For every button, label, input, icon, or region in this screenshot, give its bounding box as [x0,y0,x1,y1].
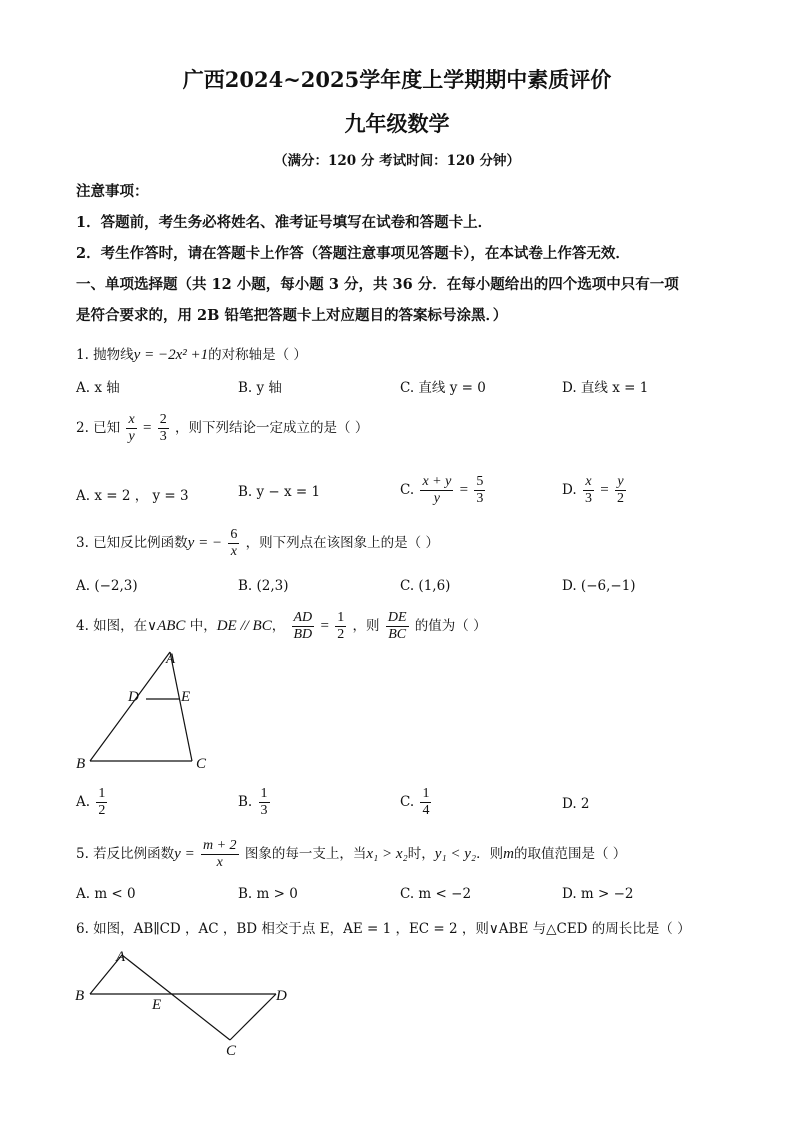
q4-side-ab [90,652,170,761]
q5-cond1: x₁ > x₂ [366,846,408,862]
q4-suffix: 的值为（ ） [414,618,487,634]
question-1 [76,343,307,364]
q4-option-c[interactable]: C. $\frac{1}{4}$ [400,786,430,818]
q3-option-d[interactable]: D. (−6,−1) [562,578,636,594]
q2-prefix: 2. 已知 [76,420,121,436]
q2-option-a[interactable]: A. x = 2 ， y = 3 [76,488,189,504]
score-time: （满分：120 分 考试时间：120 分钟） [274,153,520,169]
notes-item-2: 2．考生作答时，请在答题卡上作答（答题注意事项见答题卡），在本试卷上作答无效． [76,245,630,262]
q6-label-a: A [116,949,126,965]
q4-triangle: ABC [157,618,186,634]
q3-option-b[interactable]: B. (2,3) [238,578,289,594]
q1-prefix: 1. 抛物线 [76,347,134,363]
q5-cond2: y₁ < y₂ [434,846,477,862]
q4-label-b: B [76,756,86,772]
q5-prefix: 5. 若反比例函数 [76,846,175,862]
grade-subject: 九年级数学 [344,111,450,136]
q4-then: ，则 [352,618,380,634]
q4-equals: = [320,618,329,634]
notes-item-1: 1．答题前，考生务必将姓名、准考证号填写在试卷和答题卡上． [76,214,493,231]
q4-comma: ， [271,618,286,634]
q2-equals: = [142,420,152,436]
q4-side-ac [170,652,192,761]
q3-fraction: $\frac{6}{x}$ [230,527,238,559]
question-5 [76,838,626,871]
q4-parallel: DE // BC [216,618,272,634]
q4-prefix: 4. 如图，在∨ [76,618,158,634]
q4-text-in: 中， [185,618,217,634]
notes-heading: 注意事项： [76,183,149,200]
question-6: 6. 如图，AB∥CD ，AC ，BD 相交于点 E，AE = 1 ，EC = 2 ，则∨ABE 与△CED 的周长比是（ ） [76,921,691,937]
q4-label-e: E [181,689,191,705]
q5-mid: 图象的每一支上，当 [244,846,367,862]
q4-fraction-de-bc: $\frac{DE}{BC}$ [387,610,407,642]
q5-suffix: 的取值范围是（ ） [513,846,627,862]
question-2 [76,412,368,445]
q4-fraction-half: $\frac{1}{2}$ [337,610,345,642]
q5-var: m [503,846,514,862]
q4-label-a: A [166,651,176,667]
q3-option-a[interactable]: A. (−2,3) [76,578,138,594]
q4-label-c: C [196,756,207,772]
q5-fraction: $\frac{m + 2}{x}$ [203,838,237,870]
q5-mid2: 时， [407,846,435,862]
q1-option-b[interactable]: B. y 轴 [238,380,282,396]
q2-option-c[interactable]: C. $\frac{x + y}{y}$ = $\frac{5}{3}$ [400,474,484,506]
q2-option-d[interactable]: D. $\frac{x}{3}$ = $\frac{y}{2}$ [562,474,624,506]
q6-label-c: C [226,1043,237,1059]
q1-option-d[interactable]: D. 直线 x = 1 [562,380,649,396]
q5-option-b[interactable]: B. m > 0 [238,886,298,902]
q4-option-a[interactable]: A. $\frac{1}{2}$ [76,786,106,818]
q4-label-d: D [128,689,139,705]
q4-fraction-ad-bd: $\frac{AD}{BD}$ [293,610,313,642]
q4-option-d[interactable]: D. 2 [562,796,590,812]
q1-option-c[interactable]: C. 直线 y = 0 [400,380,486,396]
q5-mid3: ．则 [476,846,504,862]
q1-option-a[interactable]: A. x 轴 [76,380,120,396]
question-3 [76,527,439,560]
q4-triangle-figure [70,645,230,780]
q6-label-d: D [276,988,287,1004]
q5-option-a[interactable]: A. m < 0 [76,886,136,902]
q3-option-c[interactable]: C. (1,6) [400,578,451,594]
q3-suffix: ，则下列点在该图象上的是（ ） [245,535,439,551]
q5-option-d[interactable]: D. m > −2 [562,886,634,902]
q2-option-b[interactable]: B. y − x = 1 [238,484,321,500]
section1-line2: 是符合要求的，用 2B 铅笔把答题卡上对应题目的答案标号涂黑．） [76,307,508,324]
q5-option-c[interactable]: C. m < −2 [400,886,472,902]
q2-fraction-rhs: $\frac{2}{3}$ [159,412,167,444]
section1-line1: 一、单项选择题（共 12 小题，每小题 3 分，共 36 分．在每小题给出的四个选项中只有一项 [76,276,679,293]
question-4 [76,610,487,643]
q2-fraction-lhs: $\frac{x}{y}$ [128,412,135,444]
q1-formula: y = −2x² +1 [133,347,209,363]
q6-segment-ac [122,955,230,1040]
q6-label-b: B [75,988,85,1004]
q1-suffix: 的对称轴是（ ） [208,347,307,363]
q6-label-e: E [152,997,162,1013]
q3-lhs: y = − [187,535,223,551]
q6-segment-cd [230,994,276,1040]
exam-title: 广西2024~2025学年度上学期期中素质评价 [182,67,612,92]
q5-lhs: y = [174,846,195,862]
q3-prefix: 3. 已知反比例函数 [76,535,188,551]
q4-option-b[interactable]: B. $\frac{1}{3}$ [238,786,268,818]
q2-suffix: ，则下列结论一定成立的是（ ） [175,420,369,436]
q6-figure [70,942,310,1062]
